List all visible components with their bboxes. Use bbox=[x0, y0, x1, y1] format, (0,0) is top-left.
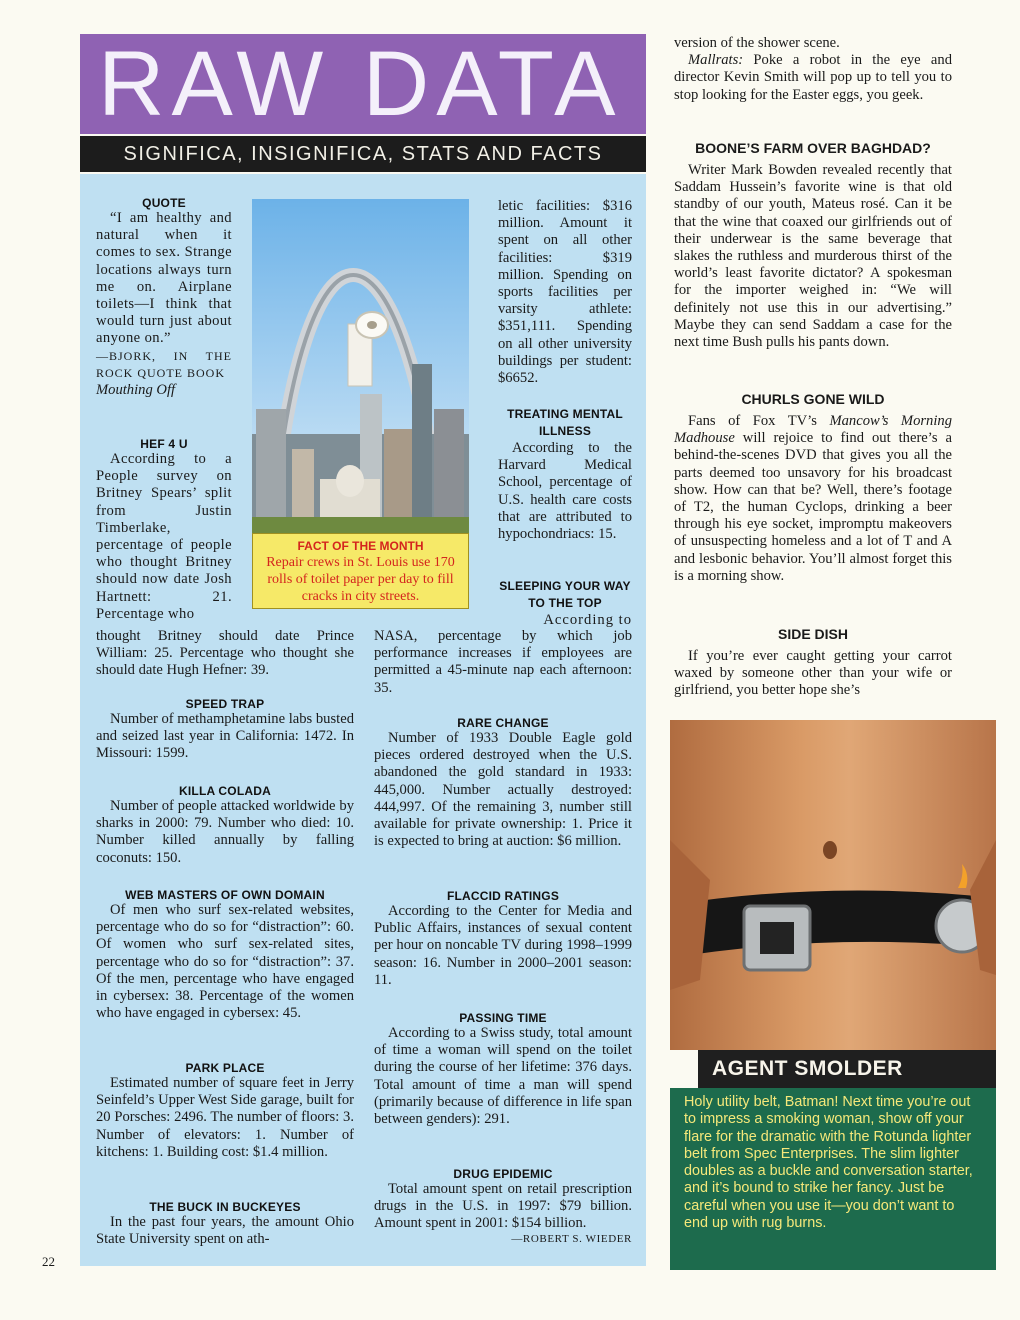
churls-body: will rejoice to find out there’s a behind-the-scenes DVD that gives you all the parts deemed too unsavory for his broadcast show. How can that be? Well, there’s footage of T2, the human Cyclops, drinking a beer through his eye socket, impromptu makeovers of unsuspecting homeless and a lot of T and A and lesbonic behavior. You’ll almost forget this is a morning show. bbox=[674, 430, 952, 584]
section-heading: DRUG EPIDEMIC bbox=[453, 1167, 553, 1181]
drug-section bbox=[374, 1167, 632, 1246]
page-subtitle: SIGNIFICA, INSIGNIFICA, STATS AND FACTS bbox=[123, 143, 603, 165]
web-section bbox=[96, 888, 354, 1022]
boone-section bbox=[674, 140, 952, 351]
quote-source: Mouthing Off bbox=[96, 381, 176, 398]
st-louis-arch-photo bbox=[252, 199, 469, 533]
sleeping-continued bbox=[374, 628, 632, 697]
sleeping-section bbox=[498, 578, 632, 629]
side-dish-section bbox=[674, 626, 952, 700]
byline: —ROBERT S. WIEDER bbox=[511, 1232, 632, 1245]
boone-body: Writer Mark Bowden revealed recently that Saddam Hussein’s favorite wine is that old standby of our youth, Mateus rosé. Can it be that the wine that coaxed our girlfriends out of their underwear is the same beverage that slakes the ruthless and murderous thirst of the world’s least favorite dictator? A spokesman for the importer weighed in: “We will definitely not use this in our advertising.” Maybe they can send Saddam a case for the next time Bush pulls his pants down. bbox=[674, 162, 952, 351]
churls-heading: CHURLS GONE WILD bbox=[741, 391, 885, 407]
park-section bbox=[96, 1061, 354, 1161]
quote-body: “I am healthy and natural when it comes to sex. Strange locations always turn me on. Airplane toilets—I think that would turn just about anyone on.” bbox=[96, 210, 232, 347]
side-heading: SIDE DISH bbox=[777, 626, 848, 642]
killa-section bbox=[96, 784, 354, 867]
section-heading: SPEED TRAP bbox=[185, 697, 265, 711]
page-number: 22 bbox=[42, 1254, 55, 1269]
churls-pre: Fans of Fox TV’s bbox=[688, 413, 817, 429]
buck-body-right: letic facilities: $316 million. Amount it spent on all other facilities: $319 million. Spending on sports facilities per varsity athlete: $351,111. Spending on all other university buildings per student: $6652. bbox=[498, 198, 632, 387]
agent-body: Holy utility belt, Batman! Next time you’re out to impress a smoking woman, show off your flare for the dramatic with the Rotunda lighter belt from Spec Enterprises. The slim lighter doubles as a buckle and conversation starter, and it’s bound to strike her fancy. Just be careful when you use it—you don’t want to end up with rug burns. bbox=[684, 1094, 973, 1232]
quote-attribution: —BJORK, IN THE ROCK QUOTE BOOK bbox=[96, 348, 232, 380]
treating-section bbox=[498, 406, 632, 543]
right-column-top bbox=[674, 35, 952, 104]
section-heading: KILLA COLADA bbox=[179, 784, 271, 798]
side-body: If you’re ever caught getting your carrot waxed by someone other than your wife or girlfriend, you better hope she’s bbox=[674, 648, 952, 699]
subtitle-bar bbox=[80, 136, 646, 172]
shower-continued: version of the shower scene. bbox=[674, 35, 840, 51]
lighter-belt-photo bbox=[670, 720, 996, 1050]
arch-illustration bbox=[252, 199, 469, 533]
flaccid-section bbox=[374, 889, 632, 989]
mallrats-body: Poke a robot in the eye and director Kevin Smith will pop up to tell you to stop looking for the Easter eggs, you geek. bbox=[674, 52, 952, 103]
page-title: RAW DATA bbox=[98, 33, 623, 135]
churls-show: Mancow’s Morning Madhouse bbox=[674, 413, 952, 447]
quote-section bbox=[96, 196, 232, 399]
hef-body-wide: thought Britney should date Prince William: 25. Percentage who thought she should date Hugh Hefner: 39. bbox=[96, 628, 354, 679]
agent-heading: AGENT SMOLDER bbox=[712, 1057, 903, 1080]
speed-section bbox=[96, 697, 354, 763]
killa-body: Number of people attacked worldwide by sharks in 2000: 79. Number who died: 10. Number killed annually by falling coconuts: 150. bbox=[96, 798, 354, 866]
fact-heading: FACT OF THE MONTH bbox=[297, 539, 424, 553]
park-body: Estimated number of square feet in Jerry Seinfeld’s Upper West Side garage, built for 20 Porsches: 2496. The number of floors: 3. Number of elevators: 1. Number of kitchens: 1. Building cost: $1.4 million. bbox=[96, 1075, 354, 1160]
buck-section bbox=[96, 1200, 354, 1248]
passing-section bbox=[374, 1011, 632, 1128]
drug-body: Total amount spent on retail prescription drugs in the U.S. in 1997: $79 billion. Amount spent in 2001: $154 billion. bbox=[374, 1181, 632, 1232]
speed-body: Number of methamphetamine labs busted and seized last year in California: 1472. In Missouri: 1599. bbox=[96, 711, 354, 762]
section-heading: SLEEPING YOUR WAY TO THE TOP bbox=[499, 579, 631, 610]
sleeping-body-wide: NASA, percentage by which job performance increases if employees are permitted a 45-minute nap each afternoon: 35. bbox=[374, 628, 632, 696]
web-body: Of men who surf sex-related websites, percentage who do so for “distraction”: 60. Of women who surf sex-related sites, percentage who do so for “distraction”: 37. Of the men, percentage who have engaged in cybersex: 38. Percentage of the women who have engaged in cybersex: 45. bbox=[96, 902, 354, 1022]
section-heading: PARK PLACE bbox=[185, 1061, 265, 1075]
section-heading: THE BUCK IN BUCKEYES bbox=[149, 1200, 301, 1214]
buck-body-left: In the past four years, the amount Ohio State University spent on ath- bbox=[96, 1214, 354, 1248]
rare-body: Number of 1933 Double Eagle gold pieces ordered destroyed when the U.S. abandoned the gold standard in 1933: 445,000. Number actually destroyed: 444,997. Of the remaining 3, number still available for private ownership: 1. Price it is expected to bring at auction: $6 million. bbox=[374, 730, 632, 850]
mallrats-item bbox=[674, 52, 952, 104]
hef-section bbox=[96, 437, 232, 623]
section-heading: RARE CHANGE bbox=[457, 716, 549, 730]
mallrats-title: Mallrats: bbox=[688, 52, 744, 69]
section-heading: PASSING TIME bbox=[459, 1011, 547, 1025]
rare-section bbox=[374, 716, 632, 850]
fact-body: Repair crews in St. Louis use 170 rolls of toilet paper per day to fill cracks in city streets. bbox=[266, 555, 455, 604]
belt-illustration bbox=[670, 720, 996, 1050]
section-heading: FLACCID RATINGS bbox=[446, 889, 560, 903]
treating-body: According to the Harvard Medical School, percentage of U.S. health care costs that are attributed to hypochondriacs: 15. bbox=[498, 440, 632, 543]
churls-section bbox=[674, 391, 952, 585]
section-heading: TREATING MENTAL ILLNESS bbox=[507, 407, 623, 438]
sleeping-body: According to bbox=[543, 612, 632, 628]
agent-smolder-box bbox=[670, 1088, 996, 1270]
fact-of-the-month bbox=[252, 533, 469, 609]
section-heading: HEF 4 U bbox=[140, 437, 188, 451]
section-heading: QUOTE bbox=[142, 196, 186, 210]
passing-body: According to a Swiss study, total amount of time a woman will spend on the toilet during the course of her lifetime: 376 days. Total amount of time a man will spend (primarily because of difference in life span between genders): 291. bbox=[374, 1025, 632, 1128]
hef-continued bbox=[96, 628, 354, 680]
agent-smolder-bar bbox=[698, 1050, 996, 1088]
boone-heading: BOONE’S FARM OVER BAGHDAD? bbox=[695, 140, 931, 156]
hef-body: According to a People survey on Britney Spears’ split from Justin Timberlake, percentage of people who thought Britney should now date Josh Hartnett: 21. Percentage who bbox=[96, 451, 232, 622]
buck-continued bbox=[498, 198, 632, 387]
section-heading: WEB MASTERS OF OWN DOMAIN bbox=[125, 888, 325, 902]
churls-item bbox=[674, 413, 952, 585]
title-banner bbox=[80, 34, 646, 134]
flaccid-body: According to the Center for Media and Public Affairs, instances of sexual content per hour on noncable TV during 1998–1999 season: 16. Number in 2000–2001 season: 11. bbox=[374, 903, 632, 988]
